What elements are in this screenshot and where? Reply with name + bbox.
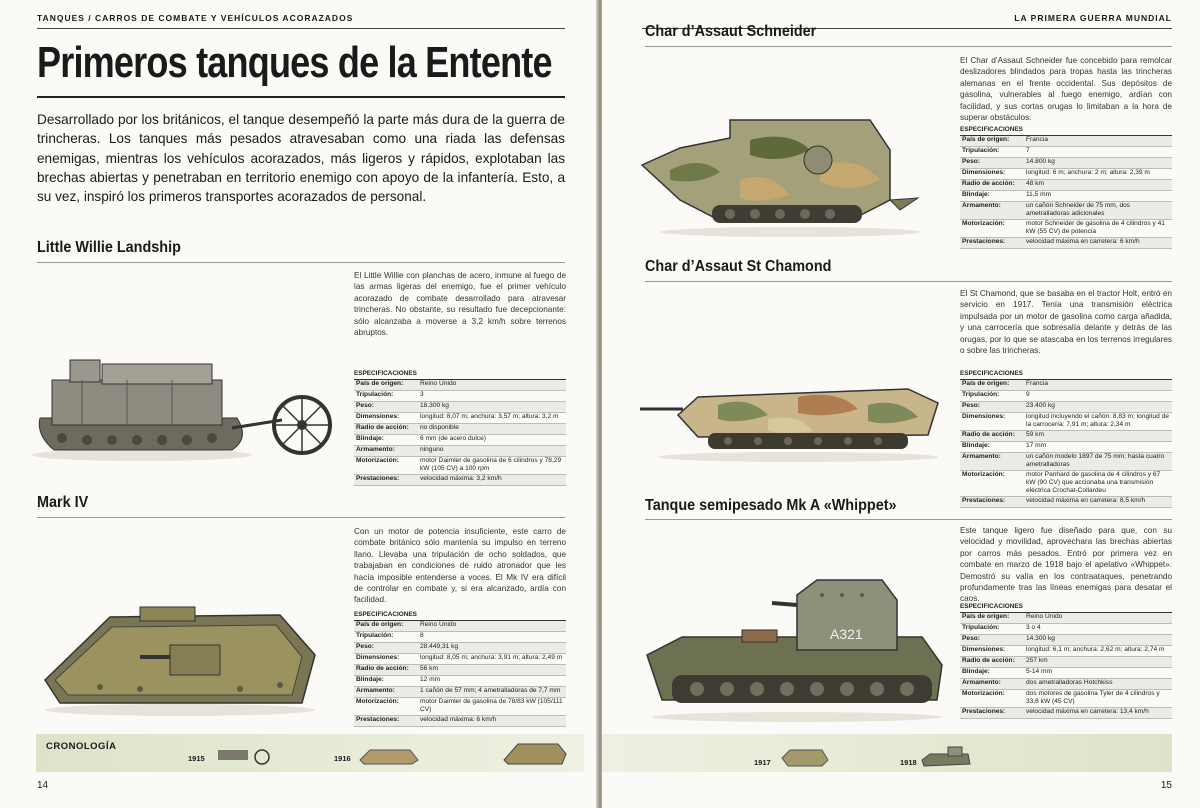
spec-row	[960, 136, 1172, 147]
spec-key: Radio de acción:	[960, 180, 1024, 191]
spec-row	[354, 380, 566, 391]
section-rule	[645, 281, 1172, 282]
timeline-year: 1916	[334, 754, 351, 763]
spec-row	[960, 657, 1172, 668]
section-title-little-willie: Little Willie Landship	[37, 239, 181, 256]
spec-table-st-chamond	[960, 370, 1172, 508]
timeline-label: CRONOLOGÍA	[46, 741, 117, 752]
spec-key: Armamento:	[960, 452, 1024, 470]
spec-row	[354, 687, 566, 698]
spec-key: Radio de acción:	[960, 430, 1024, 441]
little-willie-illustration	[32, 350, 337, 465]
intro-paragraph: Desarrollado por los británicos, el tanque desempeñó la parte más dura de la guerra de trincheras. Los tanques más pesados atravesaban como una riada las defensas enemigas, mientras los vehículos acorazados, más ligeros y rápidos, explotaban las brechas abiertas y penetraban en territorio enemigo con apoyo de la infantería. Esto, a su vez, inspiró los primeros transportes acorazados de personal.	[37, 112, 565, 205]
spec-key: País de origen:	[960, 136, 1024, 147]
spec-row	[354, 676, 566, 687]
spec-row	[960, 180, 1172, 191]
spec-row	[354, 457, 566, 475]
spec-heading: ESPECIFICACIONES	[960, 603, 1172, 613]
spec-value: Francia	[1024, 380, 1172, 391]
description-st-chamond: El St Chamond, que se basaba en el tractor Holt, entró en servicio en 1917. Tenía una transmisión eléctrica impulsada por un motor de gasolina como carga añadida, y una carrocería que sobresalía delante y detrás de las orugas, por lo que se atascaba en los terrenos irregulares o sobre las trincheras.	[960, 289, 1172, 356]
spec-value: 1 cañón de 57 mm; 4 ametralladoras de 7,7 mm	[418, 687, 566, 698]
spec-key: Armamento:	[354, 687, 418, 698]
spec-row	[960, 441, 1172, 452]
spec-row	[354, 435, 566, 446]
spec-key: Blindaje:	[960, 668, 1024, 679]
section-title-schneider: Char d’Assaut Schneider	[645, 23, 817, 40]
spec-key: Blindaje:	[354, 676, 418, 687]
spec-value: dos motores de gasolina Tyler de 4 cilindros y 33,6 kW (45 CV)	[1024, 690, 1172, 708]
spec-row	[960, 413, 1172, 431]
spec-value: 14.300 kg	[1024, 635, 1172, 646]
spec-row	[960, 624, 1172, 635]
spec-value: motor Daimler de gasolina de 78/83 kW (105/111 CV)	[418, 698, 566, 716]
spec-table-mark-iv	[354, 611, 566, 727]
spec-key: Tripulación:	[960, 391, 1024, 402]
spec-row	[354, 621, 566, 632]
spec-value: 11,5 mm	[1024, 191, 1172, 202]
spec-row	[960, 707, 1172, 718]
spec-key: País de origen:	[354, 621, 418, 632]
spec-value: 18.300 kg	[418, 402, 566, 413]
left-page	[0, 0, 598, 808]
description-little-willie: El Little Willie con planchas de acero, inmune al fuego de las armas ligeras del enemigo, fue el primer vehículo acorazado de combate desarrollado para atravesar trincheras. No obstante, su resultado fue decepcionante: sólo alcanzaba a moverse a 3,2 km/h sobre terrenos abruptos.	[354, 271, 566, 338]
spec-row	[354, 402, 566, 413]
spec-value: longitud: 6,1 m; anchura: 2,62 m; altura: 2,74 m	[1024, 646, 1172, 657]
spec-key: Radio de acción:	[960, 657, 1024, 668]
section-title-whippet: Tanque semipesado Mk A «Whippet»	[645, 497, 897, 514]
spec-value: 6 mm (de acero dulce)	[418, 435, 566, 446]
section-title-mark-iv: Mark IV	[37, 494, 89, 511]
spec-row	[960, 147, 1172, 158]
spec-key: Armamento:	[960, 202, 1024, 220]
spec-key: Dimensiones:	[960, 646, 1024, 657]
spec-row	[960, 430, 1172, 441]
spec-rows	[960, 380, 1172, 507]
spec-value: motor Schneider de gasolina de 4 cilindros y 41 kW (55 CV) de potencia	[1024, 219, 1172, 237]
spec-value: dos ametralladoras Hotchkiss	[1024, 679, 1172, 690]
spec-key: Dimensiones:	[960, 413, 1024, 431]
spec-key: Prestaciones:	[354, 474, 418, 485]
section-rule	[37, 262, 565, 263]
timeline-thumb-whippet	[920, 744, 972, 768]
spec-value: 14.800 kg	[1024, 158, 1172, 169]
spec-key: Peso:	[960, 635, 1024, 646]
spec-rows	[960, 136, 1172, 248]
spec-row	[354, 474, 566, 485]
spec-value: velocidad máxima: 6 km/h	[418, 715, 566, 726]
mark-iv-illustration	[40, 595, 320, 720]
spec-value: 8	[418, 632, 566, 643]
spec-key: Prestaciones:	[960, 237, 1024, 248]
running-head-left: TANQUES / CARROS DE COMBATE Y VEHÍCULOS ACORAZADOS	[37, 13, 354, 23]
spec-key: Dimensiones:	[960, 169, 1024, 180]
timeline-year: 1918	[900, 758, 917, 767]
title-rule	[37, 96, 565, 98]
spec-row	[960, 679, 1172, 690]
spec-row	[960, 219, 1172, 237]
spec-value: longitud: 6 m; anchura: 2 m; altura: 2,39 m	[1024, 169, 1172, 180]
schneider-illustration	[640, 110, 920, 240]
spec-value: longitud: 8,05 m; anchura: 3,91 m; altura: 2,49 m	[418, 654, 566, 665]
spec-table-schneider	[960, 126, 1172, 249]
spec-row	[960, 169, 1172, 180]
description-mark-iv: Con un motor de potencia insuficiente, este carro de combate británico sólo mantenía su impulso en terreno llano. Llevaba una tripulación de ocho soldados, que trabajaban en condiciones de ruido atronador que les hacía imposible entenderse a voces. El Mk IV era difícil de controlar en combate y, si era alcanzado, ardía con facilidad.	[354, 527, 566, 605]
spec-row	[960, 613, 1172, 624]
spec-value: un cañón modelo 1897 de 75 mm; hasta cuatro ametralladoras	[1024, 452, 1172, 470]
spec-row	[354, 446, 566, 457]
spec-value: 5-14 mm	[1024, 668, 1172, 679]
spec-key: País de origen:	[960, 613, 1024, 624]
spec-key: Motorización:	[960, 690, 1024, 708]
spec-heading: ESPECIFICACIONES	[354, 611, 566, 621]
spec-row	[354, 715, 566, 726]
spec-key: Tripulación:	[354, 632, 418, 643]
spec-value: velocidad máxima: 3,2 km/h	[418, 474, 566, 485]
spec-value: 59 km	[1024, 430, 1172, 441]
section-rule	[37, 517, 565, 518]
spec-key: Armamento:	[960, 679, 1024, 690]
page-number-left: 14	[37, 780, 49, 791]
spec-row	[354, 391, 566, 402]
spec-value: 28.449,31 kg	[418, 643, 566, 654]
spec-row	[960, 202, 1172, 220]
spec-value: 257 km	[1024, 657, 1172, 668]
timeline-thumb-tank-1916	[358, 744, 420, 766]
spec-key: Radio de acción:	[354, 424, 418, 435]
spec-value: 3	[418, 391, 566, 402]
spec-key: Dimensiones:	[354, 413, 418, 424]
spec-row	[960, 668, 1172, 679]
spec-key: Tripulación:	[960, 624, 1024, 635]
spec-heading: ESPECIFICACIONES	[960, 126, 1172, 136]
right-page	[602, 0, 1200, 808]
st-chamond-illustration	[638, 375, 943, 465]
spec-value: 56 km	[418, 665, 566, 676]
section-title-st-chamond: Char d’Assaut St Chamond	[645, 258, 832, 275]
spec-value: motor Panhard de gasolina de 4 cilindros y 67 kW (90 CV) que accionaba una transmisión eléctrica Crochat-Collardeu	[1024, 470, 1172, 496]
spec-key: Dimensiones:	[354, 654, 418, 665]
timeline-thumb-little-willie	[214, 744, 274, 766]
spec-row	[960, 237, 1172, 248]
spec-heading: ESPECIFICACIONES	[354, 370, 566, 380]
spec-key: Motorización:	[354, 698, 418, 716]
spec-value: velocidad máxima en carretera: 13,4 km/h	[1024, 707, 1172, 718]
spec-rows	[960, 613, 1172, 718]
spec-row	[960, 402, 1172, 413]
whippet-illustration	[642, 575, 947, 725]
section-rule	[645, 46, 1172, 47]
spec-value: 3 o 4	[1024, 624, 1172, 635]
spec-value: ninguno	[418, 446, 566, 457]
spec-key: Motorización:	[354, 457, 418, 475]
spec-row	[960, 635, 1172, 646]
spec-value: longitud incluyendo el cañón: 8,83 m; longitud de la carrocería: 7,91 m; altura: 2,34 m	[1024, 413, 1172, 431]
spec-row	[354, 632, 566, 643]
spec-key: Peso:	[960, 402, 1024, 413]
spec-rows	[354, 621, 566, 726]
spec-value: 48 km	[1024, 180, 1172, 191]
spec-value: velocidad máxima en carretera: 6 km/h	[1024, 237, 1172, 248]
spec-table-little-willie	[354, 370, 566, 486]
spec-value: no disponible	[418, 424, 566, 435]
spec-row	[960, 391, 1172, 402]
spec-row	[354, 654, 566, 665]
spec-key: Motorización:	[960, 470, 1024, 496]
spec-table-whippet	[960, 603, 1172, 719]
spec-key: País de origen:	[960, 380, 1024, 391]
spec-key: Armamento:	[354, 446, 418, 457]
spec-row	[960, 158, 1172, 169]
page-title: Primeros tanques de la Entente	[37, 38, 552, 87]
timeline-thumb-schneider	[780, 744, 830, 768]
header-rule	[37, 28, 565, 29]
spec-row	[960, 496, 1172, 507]
spec-key: Tripulación:	[354, 391, 418, 402]
spec-value: 17 mm	[1024, 441, 1172, 452]
timeline-year: 1917	[754, 758, 771, 767]
spec-key: Peso:	[960, 158, 1024, 169]
page-number-right: 15	[1160, 780, 1172, 791]
spec-value: 23.400 kg	[1024, 402, 1172, 413]
timeline-year: 1915	[188, 754, 205, 763]
section-rule	[645, 519, 1172, 520]
spec-row	[354, 424, 566, 435]
spec-value: Francia	[1024, 136, 1172, 147]
description-whippet: Este tanque ligero fue diseñado para que, con su velocidad y movilidad, aprovechara las brechas abiertas por carros más pesados. Entró por primera vez en combate en marzo de 1918 bajo el apelativo «Whippet». Demostró su valía en los contraataques, penetrando profundamente tras las líneas enemigas para desatar el caos.	[960, 526, 1172, 604]
spec-value: Reino Unido	[1024, 613, 1172, 624]
spec-key: Blindaje:	[354, 435, 418, 446]
spec-key: Peso:	[354, 643, 418, 654]
hull-marking: A321	[830, 626, 863, 642]
spec-value: Reino Unido	[418, 380, 566, 391]
running-head-right: LA PRIMERA GUERRA MUNDIAL	[1014, 13, 1172, 23]
spec-row	[354, 698, 566, 716]
spec-value: velocidad máxima en carretera: 8,5 km/h	[1024, 496, 1172, 507]
spec-key: Peso:	[354, 402, 418, 413]
spec-value: motor Daimler de gasolina de 6 cilindros y 78,29 kW (105 CV) a 100 rpm	[418, 457, 566, 475]
spec-row	[960, 690, 1172, 708]
spec-row	[960, 646, 1172, 657]
spec-value: un cañón Schneider de 75 mm, dos ametralladoras adicionales	[1024, 202, 1172, 220]
description-schneider: El Char d’Assaut Schneider fue concebido para remolcar deslizadores blindados para tropas hasta las trincheras alemanas en el frente occidental. Sus depósitos de gasolina, vulnerables al fuego enemigo, ardían con facilidad, y sus cortas orugas lo limitaban a la hora de superar obstáculos.	[960, 56, 1172, 123]
spec-row	[960, 452, 1172, 470]
spec-value: 7	[1024, 147, 1172, 158]
spec-value: Reino Unido	[418, 621, 566, 632]
spec-row	[354, 643, 566, 654]
spec-key: Blindaje:	[960, 191, 1024, 202]
spec-key: Prestaciones:	[960, 707, 1024, 718]
spec-value: 12 mm	[418, 676, 566, 687]
spec-row	[354, 665, 566, 676]
spec-key: Motorización:	[960, 219, 1024, 237]
spec-key: País de origen:	[354, 380, 418, 391]
spec-row	[960, 191, 1172, 202]
spec-key: Radio de acción:	[354, 665, 418, 676]
spec-row	[960, 470, 1172, 496]
timeline-strip	[36, 734, 584, 772]
spec-key: Prestaciones:	[960, 496, 1024, 507]
spec-row	[354, 413, 566, 424]
spec-heading: ESPECIFICACIONES	[960, 370, 1172, 380]
spec-key: Prestaciones:	[354, 715, 418, 726]
spec-value: 9	[1024, 391, 1172, 402]
timeline-thumb-mark-iv	[502, 740, 568, 766]
spec-rows	[354, 380, 566, 485]
timeline-strip-right	[602, 734, 1172, 772]
spec-value: longitud: 8,07 m; anchura: 3,57 m; altura: 3,2 m	[418, 413, 566, 424]
spec-key: Tripulación:	[960, 147, 1024, 158]
spec-row	[960, 380, 1172, 391]
spec-key: Blindaje:	[960, 441, 1024, 452]
